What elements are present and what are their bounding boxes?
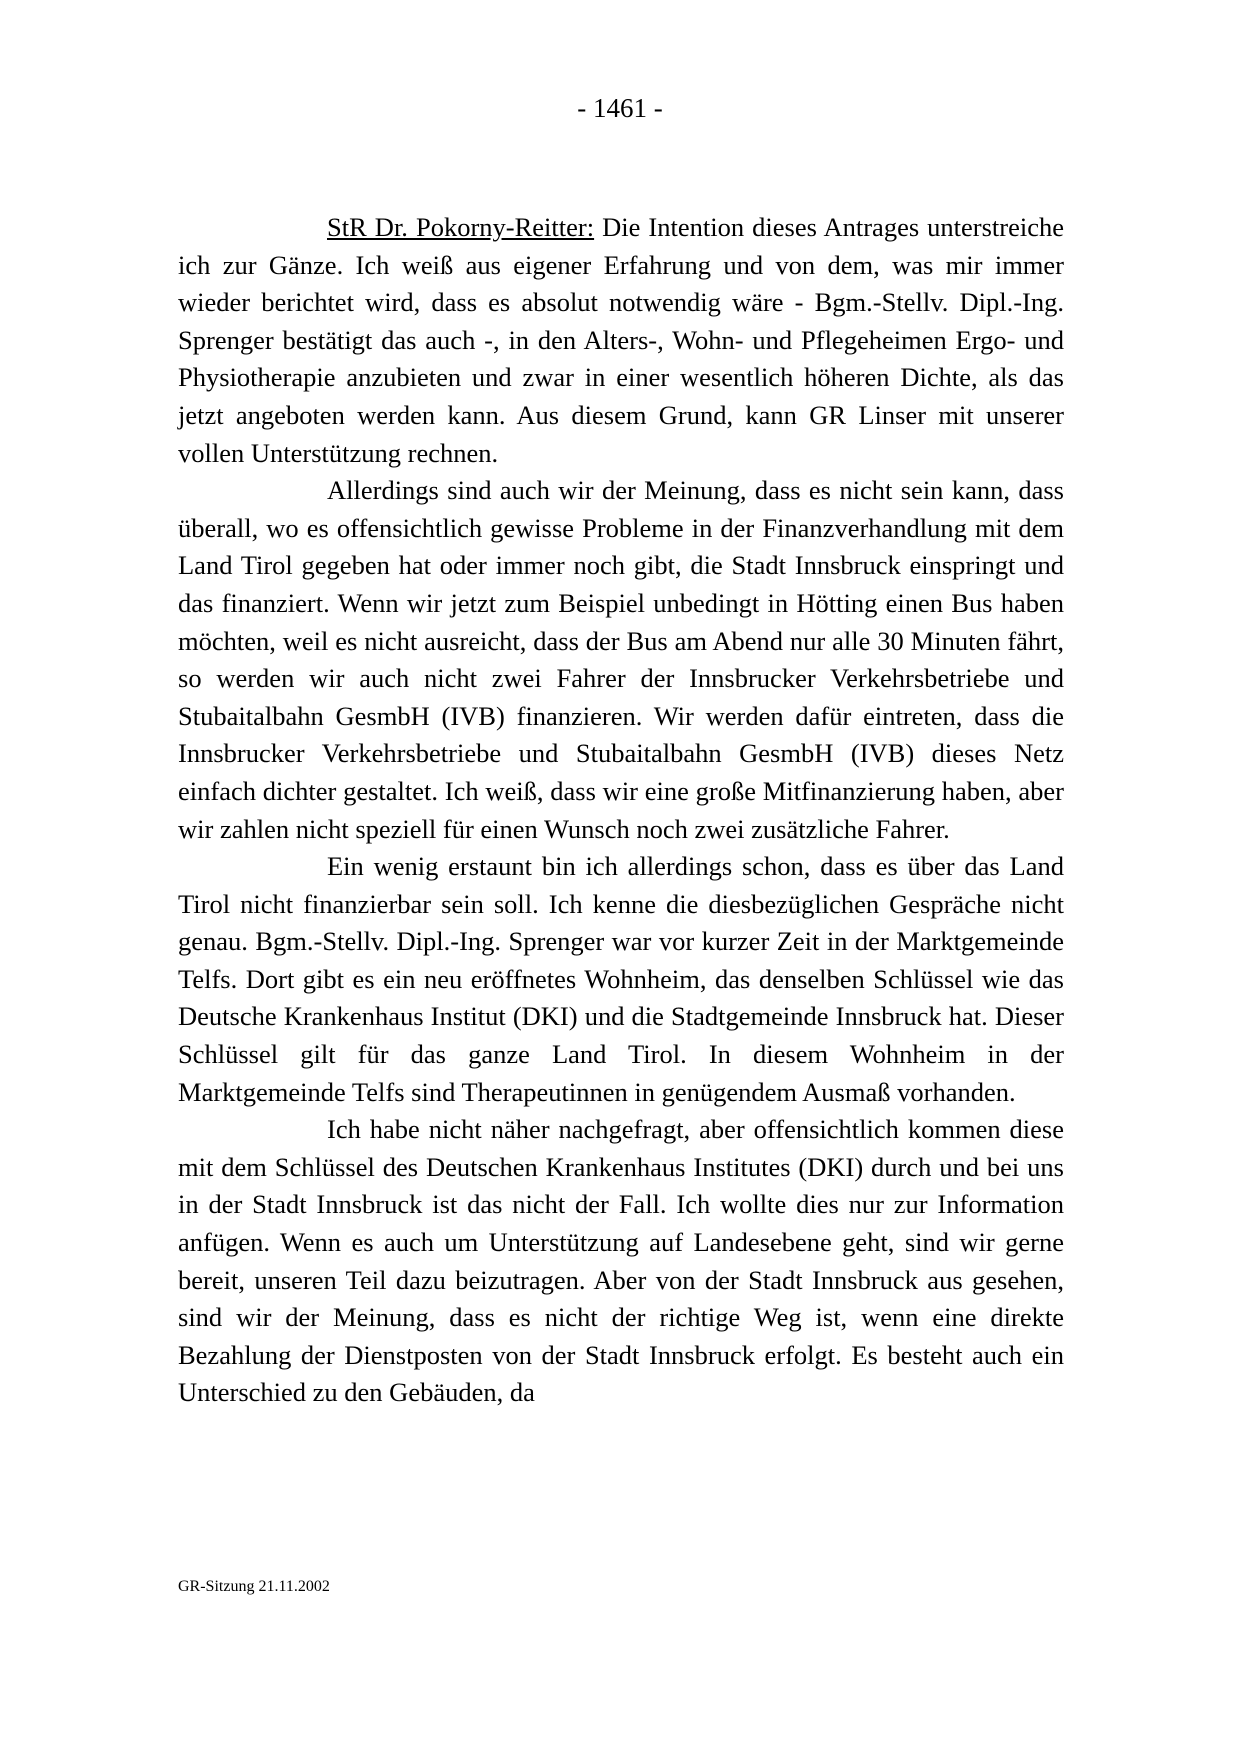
paragraph-4: Ich habe nicht näher nachgefragt, aber offensichtlich kommen diese mit dem Schlüssel des Deutschen Krankenhaus Institutes (DKI) durch und bei uns in der Stadt Innsbruck ist das nicht der Fall. Ich wollte dies nur zur Information anfügen. Wenn es auch um Unterstützung auf Landesebene geht, sind wir gerne bereit, unseren Teil dazu beizutragen. Aber von der Stadt Innsbruck aus gesehen, sind wir der Meinung, dass es nicht der richtige Weg ist, wenn eine direkte Bezahlung der Dienstposten von der Stadt Innsbruck erfolgt. Es besteht auch ein Unterschied zu den Gebäuden, da: [178, 1114, 1064, 1408]
footer-session-date: GR-Sitzung 21.11.2002: [178, 1578, 330, 1595]
paragraph-1: [178, 209, 1064, 472]
paragraph-3: Ein wenig erstaunt bin ich allerdings schon, dass es über das Land Tirol nicht finanzierbar sein soll. Ich kenne die diesbezüglichen Gespräche nicht genau. Bgm.-Stellv. Dipl.-Ing. Sprenger war vor kurzer Zeit in der Marktgemeinde Telfs. Dort gibt es ein neu eröffnetes Wohnheim, das denselben Schlüssel wie das Deutsche Krankenhaus Institut (DKI) und die Stadtgemeinde Innsbruck hat. Dieser Schlüssel gilt für das ganze Land Tirol. In diesem Wohnheim in der Marktgemeinde Telfs sind Therapeutinnen in genügendem Ausmaß vorhanden.: [178, 851, 1064, 1107]
speaker-name: StR Dr. Pokorny-Reitter:: [327, 212, 595, 242]
paragraph-2: Allerdings sind auch wir der Meinung, dass es nicht sein kann, dass überall, wo es offensichtlich gewisse Probleme in der Finanzverhandlung mit dem Land Tirol gegeben hat oder immer noch gibt, die Stadt Innsbruck einspringt und das finanziert. Wenn wir jetzt zum Beispiel unbedingt in Hötting einen Bus haben möchten, weil es nicht ausreicht, dass der Bus am Abend nur alle 30 Minuten fährt, so werden wir auch nicht zwei Fahrer der Innsbrucker Verkehrsbetriebe und Stubaitalbahn GesmbH (IVB) finanzieren. Wir werden dafür eintreten, dass die Innsbrucker Verkehrsbetriebe und Stubaitalbahn GesmbH (IVB) dieses Netz einfach dichter gestaltet. Ich weiß, dass wir eine große Mitfinanzierung haben, aber wir zahlen nicht speziell für einen Wunsch noch zwei zusätzliche Fahrer.: [178, 475, 1064, 844]
page-number: - 1461 -: [577, 93, 663, 123]
document-body: [178, 209, 1064, 1412]
paragraph-1-text: Die Intention dieses Antrages unterstreiche ich zur Gänze. Ich weiß aus eigener Erfahrung und von dem, was mir immer wieder berichtet wird, dass es absolut notwendig wäre - Bgm.-Stellv. Dipl.-Ing. Sprenger bestätigt das auch -, in den Alters-, Wohn- und Pflegeheimen Ergo- und Physiotherapie anzubieten und zwar in einer wesentlich höheren Dichte, als das jetzt angeboten werden kann. Aus diesem Grund, kann GR Linser mit unserer vollen Unterstützung rechnen.: [178, 212, 1065, 468]
